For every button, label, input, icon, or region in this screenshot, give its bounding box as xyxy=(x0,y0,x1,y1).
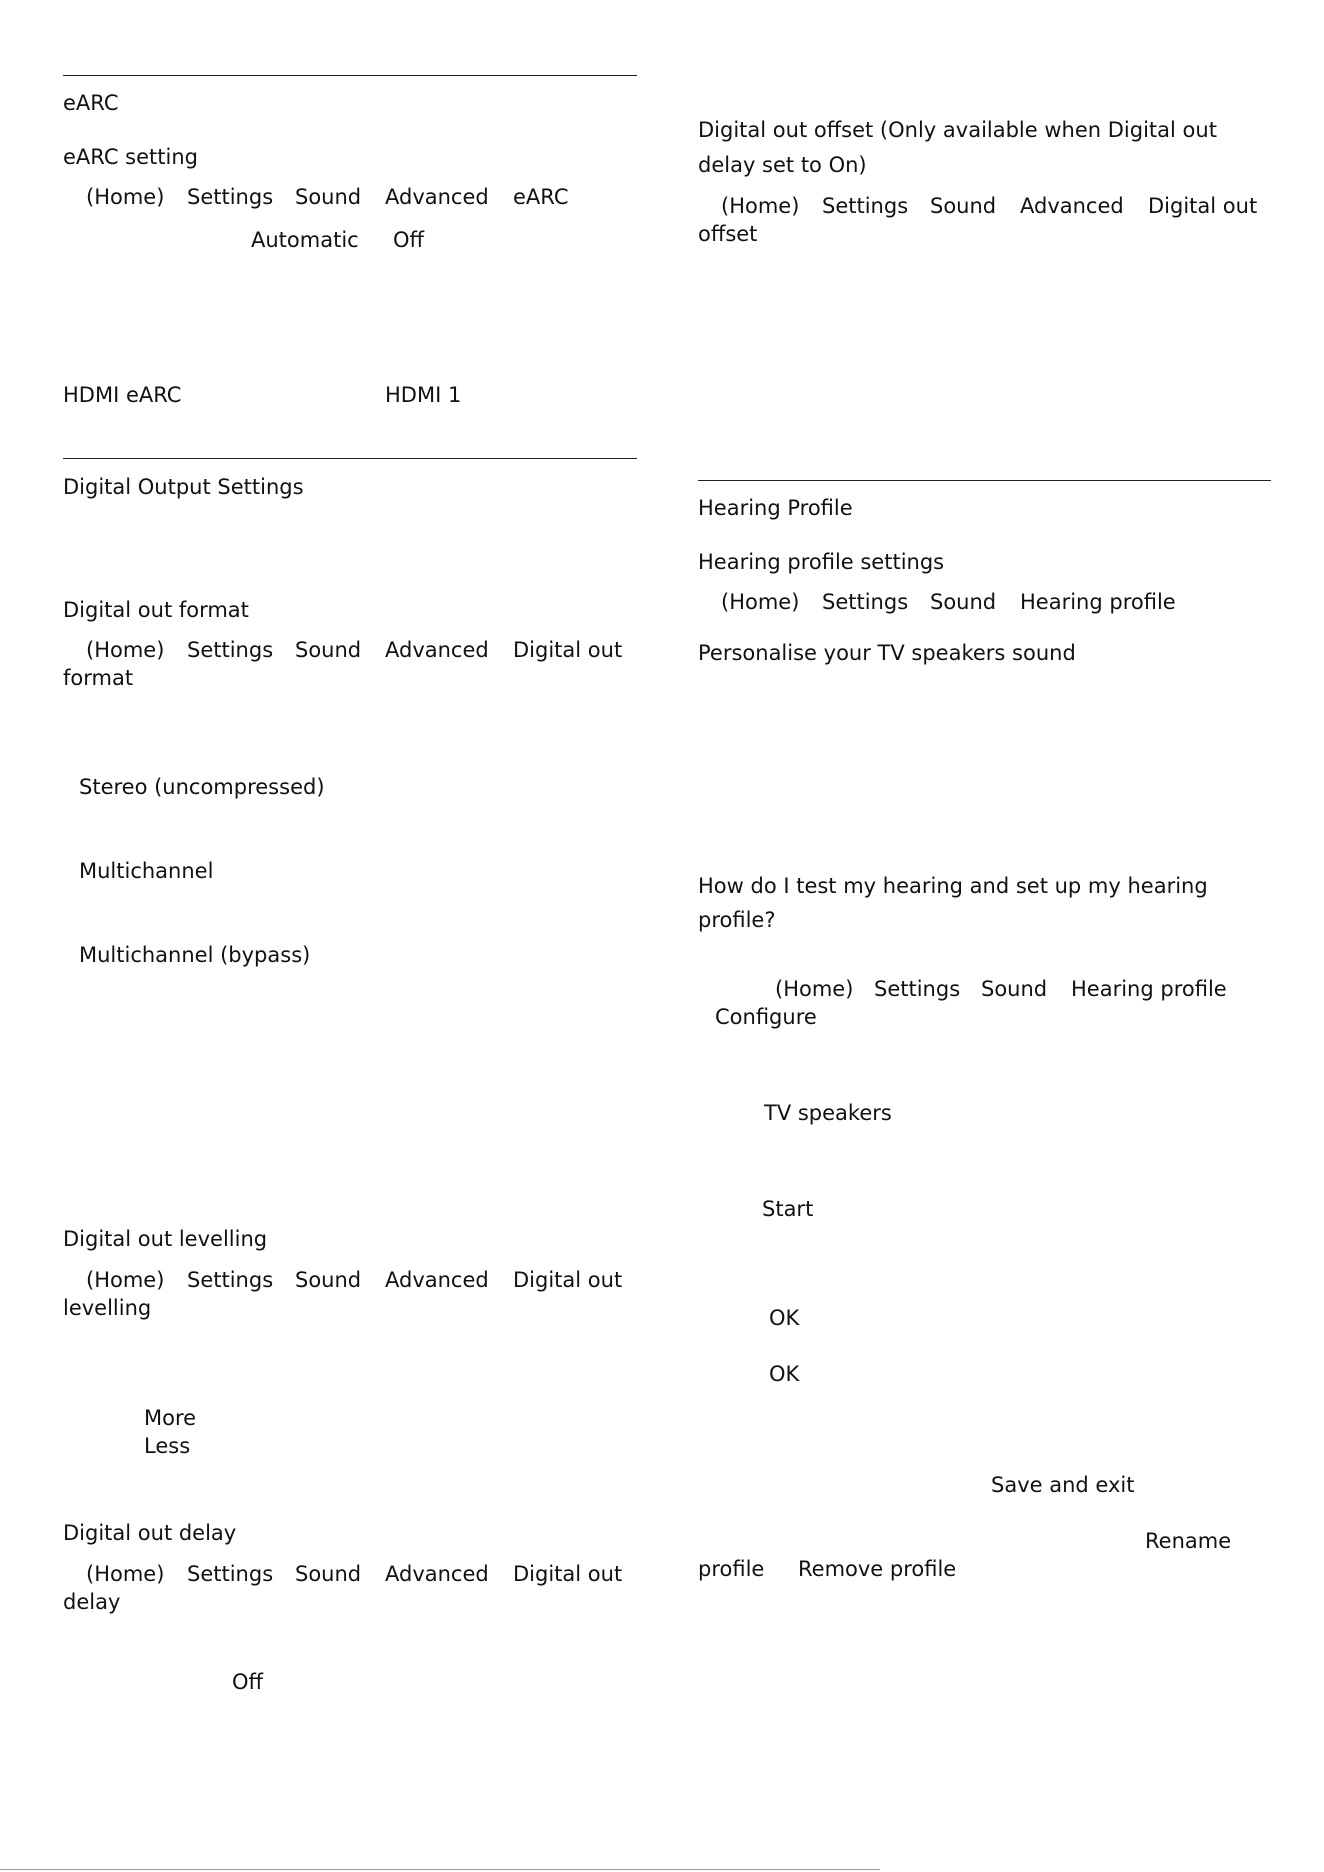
path-advanced: Advanced xyxy=(385,638,489,662)
digital-out-levelling-title: Digital out levelling xyxy=(63,1227,268,1251)
hearing-step-rename: Rename xyxy=(1145,1529,1232,1553)
digital-out-offset-path-cont: offset xyxy=(698,222,758,246)
path-digital-out: Digital out xyxy=(513,1268,623,1292)
path-advanced: Advanced xyxy=(385,1268,489,1292)
path-settings: Settings xyxy=(187,185,274,209)
hearing-profile-intro: Personalise your TV speakers sound xyxy=(698,641,1076,665)
section-title-hearing-profile: Hearing Profile xyxy=(698,496,853,520)
format-option-multichannel: Multichannel xyxy=(79,859,214,883)
hearing-question-line2: profile? xyxy=(698,908,776,932)
earc-option-automatic: Automatic xyxy=(251,228,359,252)
section-divider-digital-output xyxy=(63,458,637,459)
path-settings: Settings xyxy=(822,194,909,218)
digital-out-delay-value: Off xyxy=(232,1670,263,1694)
hearing-step-remove-profile: Remove profile xyxy=(798,1557,957,1581)
path-sound: Sound xyxy=(295,1268,362,1292)
digital-out-format-title: Digital out format xyxy=(63,598,249,622)
path-home: (Home) xyxy=(86,1562,165,1586)
path-settings: Settings xyxy=(187,1562,274,1586)
path-settings: Settings xyxy=(874,977,961,1001)
hearing-step-ok-1: OK xyxy=(769,1306,800,1330)
path-sound: Sound xyxy=(930,194,997,218)
path-home: (Home) xyxy=(86,1268,165,1292)
digital-out-offset-title-line2: delay set to On) xyxy=(698,153,867,177)
digital-out-offset-title-line1: Digital out offset (Only available when Digital out xyxy=(698,118,1217,142)
format-option-stereo: Stereo (uncompressed) xyxy=(79,775,325,799)
hearing-step-start: Start xyxy=(762,1197,814,1221)
format-option-multichannel-bypass: Multichannel (bypass) xyxy=(79,943,311,967)
digital-out-levelling-path-cont: levelling xyxy=(63,1296,152,1320)
hearing-profile-subtitle: Hearing profile settings xyxy=(698,550,945,574)
levelling-option-more: More xyxy=(144,1406,197,1430)
path-home: (Home) xyxy=(775,977,854,1001)
path-settings: Settings xyxy=(187,1268,274,1292)
digital-out-delay-title: Digital out delay xyxy=(63,1521,237,1545)
path-sound: Sound xyxy=(295,638,362,662)
path-sound: Sound xyxy=(930,590,997,614)
path-advanced: Advanced xyxy=(1020,194,1124,218)
hdmi-earc-value: HDMI 1 xyxy=(385,383,462,407)
hearing-step-tv-speakers: TV speakers xyxy=(764,1101,892,1125)
path-home: (Home) xyxy=(721,194,800,218)
path-home: (Home) xyxy=(86,638,165,662)
path-settings: Settings xyxy=(822,590,909,614)
hearing-step-ok-2: OK xyxy=(769,1362,800,1386)
earc-setting-subtitle: eARC setting xyxy=(63,145,198,169)
path-hearing-profile: Hearing profile xyxy=(1071,977,1227,1001)
hearing-question-line1: How do I test my hearing and set up my hearing xyxy=(698,874,1208,898)
hdmi-earc-label: HDMI eARC xyxy=(63,383,182,407)
path-digital-out: Digital out xyxy=(513,1562,623,1586)
section-divider-earc xyxy=(63,75,637,76)
digital-out-delay-path-cont: delay xyxy=(63,1590,121,1614)
path-hearing-profile: Hearing profile xyxy=(1020,590,1176,614)
footer-divider xyxy=(0,1869,880,1870)
hearing-step-configure: Configure xyxy=(715,1005,817,1029)
digital-out-format-path-cont: format xyxy=(63,666,134,690)
earc-option-off: Off xyxy=(393,228,424,252)
levelling-option-less: Less xyxy=(144,1434,191,1458)
path-home: (Home) xyxy=(721,590,800,614)
path-sound: Sound xyxy=(295,1562,362,1586)
path-home: (Home) xyxy=(86,185,165,209)
section-divider-hearing-profile xyxy=(698,480,1271,481)
path-sound: Sound xyxy=(981,977,1048,1001)
section-title-earc: eARC xyxy=(63,91,119,115)
hearing-step-save-exit: Save and exit xyxy=(991,1473,1135,1497)
section-title-digital-output: Digital Output Settings xyxy=(63,475,304,499)
path-sound: Sound xyxy=(295,185,362,209)
path-advanced: Advanced xyxy=(385,185,489,209)
hearing-step-profile: profile xyxy=(698,1557,765,1581)
path-digital-out: Digital out xyxy=(1148,194,1258,218)
path-digital-out: Digital out xyxy=(513,638,623,662)
path-settings: Settings xyxy=(187,638,274,662)
path-advanced: Advanced xyxy=(385,1562,489,1586)
path-earc: eARC xyxy=(513,185,569,209)
